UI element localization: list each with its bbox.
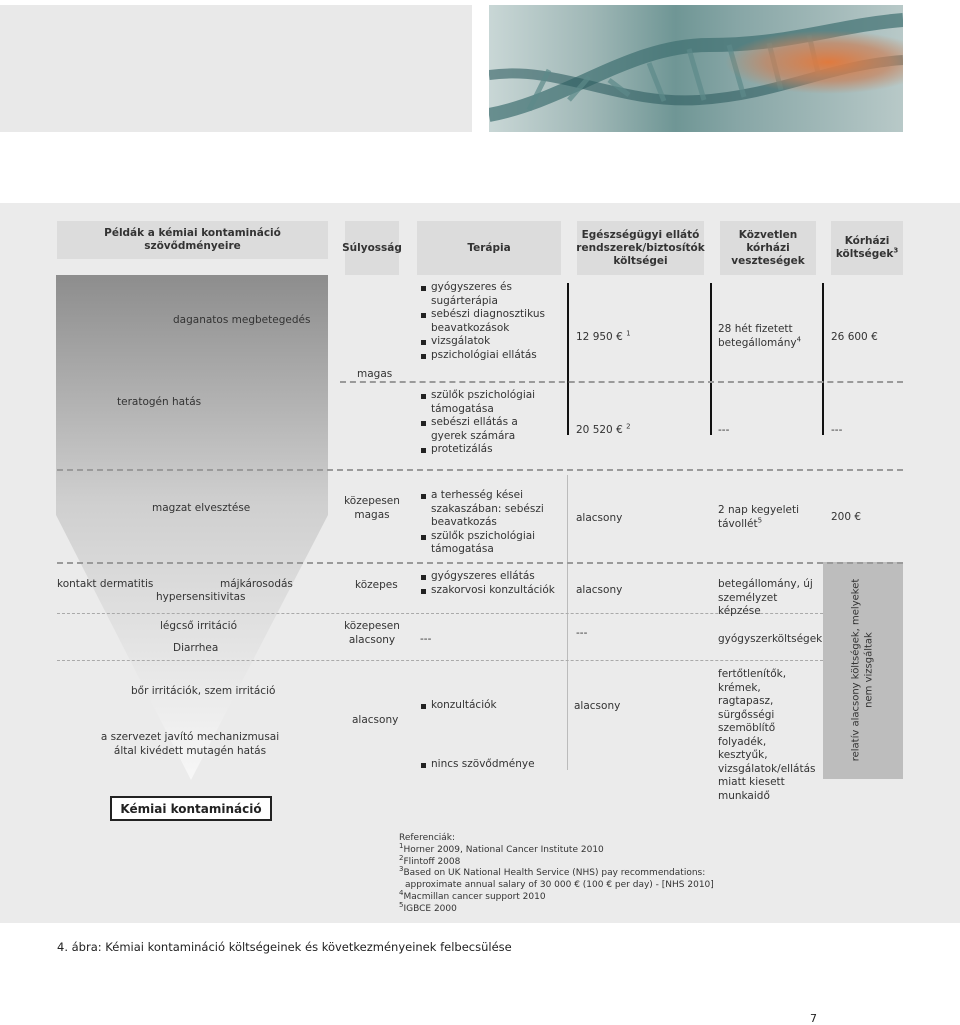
example-fetal-loss: magzat elvesztése [152,502,251,514]
reference-text: Based on UK National Health Service (NHS) pay recommendations: [403,868,706,879]
reference-item [399,841,799,857]
example-liver-damage: májkárosodás [220,578,293,590]
divider-hospital-costs [822,283,824,435]
example-teratogen: teratogén hatás [117,396,202,408]
reference-text: approximate annual salary of 30 000 € (100 € per day) - [NHS 2010] [405,880,714,891]
therapy-item: nincs szövődménye [420,758,560,772]
header-hospital-costs-label: Kórházi költségek [835,235,894,260]
hospital-direct-4: betegállomány, új személyzet képzése [718,578,813,617]
header-hospital-direct-text: Közvetlen kórházi veszteségek [731,228,805,267]
therapy-list-1 [420,281,555,362]
hospital-direct-3 [718,504,804,531]
hospital-direct-3-text: 2 nap kegyeleti távollét [718,504,800,530]
header-hospital-direct [720,221,816,275]
therapy-item: szülők pszichológiai támogatása [420,530,570,557]
severity-mid-high-line2: magas [354,508,390,521]
header-healthcare [577,221,704,275]
pyramid-graphic [0,270,340,790]
reference-text: IGBCE 2000 [403,903,457,914]
healthcare-cost-1-ref: 1 [626,329,631,338]
divider-healthcare [567,283,569,435]
references [399,833,799,916]
reference-number: 3 [399,865,404,874]
hospital-cost-3: 200 € [831,511,862,523]
reference-number: 4 [399,888,404,897]
header-healthcare-text: Egészségügyi ellátó rendszerek/biztosítók költségei [576,228,705,267]
example-repair-line1: a szervezet javító mechanizmusai [100,731,280,743]
severity-mid-high [340,495,404,522]
header-examples [57,221,328,259]
dna-photo [489,5,903,132]
hospital-direct-3-ref: 5 [757,516,763,524]
page-number: 7 [810,1012,817,1025]
severity-medium: közepes [355,579,398,591]
header-hospital-costs-ref: 3 [893,246,899,255]
healthcare-cost-2-value: 20 520 € [576,424,623,436]
hospital-direct-6: fertőtlenítők, krémek, ragtapasz, sürgősségi szemöblítő folyadék, kesztyűk, vizsgálatok/ellátás miatt kiesett munkaidő [718,668,816,802]
reference-item [399,865,799,880]
row-separator-4 [57,613,823,614]
references-title: Referenciák: [399,833,456,843]
header-hospital-costs [831,221,903,275]
reference-text: Horner 2009, National Cancer Institute 2010 [403,844,604,855]
example-cancer: daganatos megbetegedés [173,314,311,326]
reference-number: 2 [399,853,404,862]
top-grey-panel [0,5,472,132]
row-separator-2 [57,469,903,471]
severity-high: magas [357,368,393,380]
low-cost-rotated-note [851,570,876,770]
therapy-item: protetizálás [420,443,548,457]
header-therapy-text: Terápia [467,241,511,254]
header-severity-text: Súlyosság [342,241,402,254]
example-repair-line2: által kivédett mutagén hatás [113,744,267,757]
therapy-item: gyógyszeres és sugárterápia [420,281,555,308]
example-airway-irritation: légcső irritáció [160,620,237,632]
therapy-item: sebészi ellátás a gyerek számára [420,416,548,443]
healthcare-cost-1-value: 12 950 € [576,331,623,343]
hospital-direct-1-text: 28 hét fizetett betegállomány [718,323,797,349]
therapy-item: vizsgálatok [420,335,555,349]
therapy-item: a terhesség kései szakaszában: sebészi beavatkozás [420,489,570,530]
reference-item [399,888,799,904]
healthcare-cost-1 [576,331,631,345]
row-separator-5 [57,660,823,661]
row-separator-1 [340,381,903,383]
hospital-direct-2: --- [718,424,730,436]
reference-item [399,853,799,869]
hospital-direct-1-ref: 4 [796,335,802,343]
therapy-none: --- [420,633,432,645]
therapy-item: gyógyszeres ellátás [420,570,560,584]
healthcare-cost-6: alacsony [574,700,621,712]
therapy-list-2 [420,389,548,457]
pyramid-label-text: Kémiai kontamináció [120,801,262,816]
example-diarrhea: Diarrhea [173,642,219,654]
therapy-list-6 [420,699,560,713]
severity-mid-low [340,620,404,647]
reference-number: 5 [399,900,404,909]
healthcare-cost-2 [576,424,631,438]
healthcare-cost-3: alacsony [576,512,623,524]
header-severity [342,221,402,275]
healthcare-cost-5: --- [576,627,588,639]
hospital-cost-2: --- [831,424,843,436]
example-skin-irritation: bőr irritációk, szem irritáció [131,685,276,697]
divider-hospital-direct [710,283,712,435]
severity-low: alacsony [352,714,399,726]
hospital-direct-1 [718,323,806,350]
therapy-item: pszichológiai ellátás [420,349,555,363]
therapy-item: szakorvosi konzultációk [420,584,560,598]
healthcare-cost-4: alacsony [576,584,623,596]
hospital-direct-5: gyógyszerköltségek [718,633,823,645]
reference-item [399,880,799,892]
example-repair-mechanism [100,731,280,758]
therapy-item: konzultációk [420,699,560,713]
therapy-item: sebészi diagnosztikus beavatkozások [420,308,555,335]
reference-number: 1 [399,841,404,850]
therapy-list-4 [420,570,560,597]
severity-mid-low-line2: alacsony [348,633,396,646]
reference-text: Flintoff 2008 [403,856,461,867]
example-contact-dermatitis: kontakt dermatitis [57,578,154,590]
therapy-list-3 [420,489,570,557]
therapy-item: szülők pszichológiai támogatása [420,389,548,416]
low-cost-rotated-text: relatív alacsony költségek, melyeket nem vizsgáltak [850,578,874,762]
severity-mid-low-line1: közepesen [344,620,400,632]
pyramid-label-box [110,796,272,821]
reference-text: Macmillan cancer support 2010 [403,891,546,902]
therapy-list-7 [420,758,560,772]
header-hospital-costs-text [836,235,898,261]
example-hypersensitivity: hypersensitivitas [156,591,246,603]
severity-mid-high-line1: közepesen [344,495,400,507]
figure-caption: 4. ábra: Kémiai kontamináció költségeinek és következményeinek felbecsülése [57,940,512,954]
healthcare-cost-2-ref: 2 [626,422,631,431]
row-separator-3 [57,562,903,564]
hospital-cost-1: 26 600 € [831,331,878,343]
header-examples-text: Példák a kémiai kontamináció szövődményeire [104,227,281,252]
header-therapy [417,221,561,275]
reference-item [399,900,799,916]
